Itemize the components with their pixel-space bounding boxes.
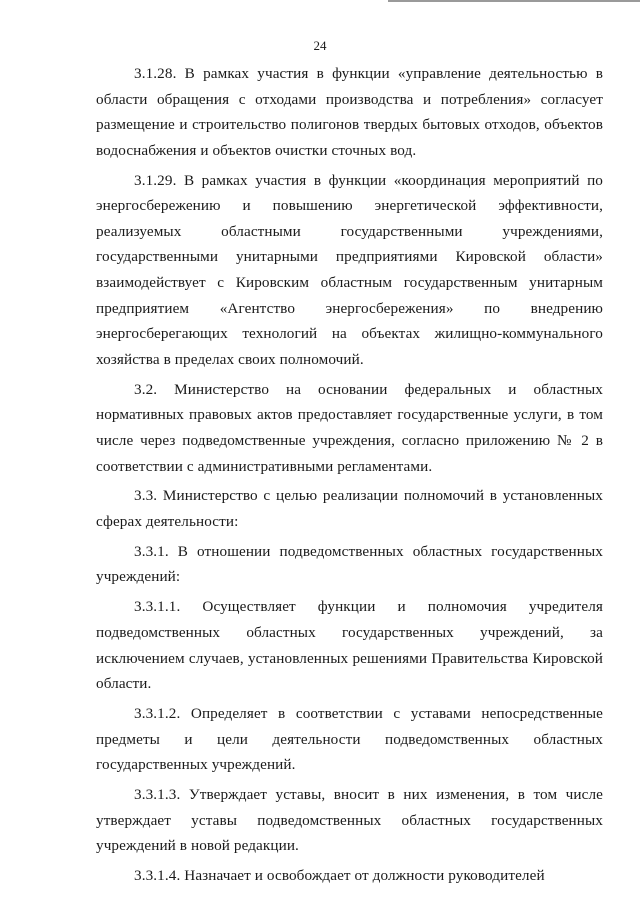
document-body [96,61,603,893]
paragraph-3-3-1-1: 3.3.1.1. Осуществляет функции и полномочия учредителя подведомственных областных государственных учреждений, за исключением случаев, установленных решениями Правительства Кировской области. [96,598,603,693]
paragraph-3-3-1-4: 3.3.1.4. Назначает и освобождает от должности руководителей [134,867,545,885]
paragraph-3-3-1-3: 3.3.1.3. Утверждает уставы, вносит в них изменения, в том числе утверждает уставы подведомственных областных государственных учреждений в новой редакции. [96,786,603,855]
top-edge-rule [388,0,640,2]
paragraph-3-3: 3.3. Министерство с целью реализации полномочий в установленных сферах деятельности: [96,487,603,530]
paragraph-3-1-29: 3.1.29. В рамках участия в функции «координация мероприятий по энергосбережению и повышению энергетической эффективности, реализуемых областными государственными учреждениями, государственными унитарными предприятиями Кировской области» взаимодействует с Кировским областным государственным унитарным предприятием «Агентство энергосбережения» по внедрению энергосберегающих технологий на объектах жилищно-коммунального хозяйства в пределах своих полномочий. [96,171,603,368]
paragraph-3-3-1: 3.3.1. В отношении подведомственных областных государственных учреждений: [96,542,603,586]
paragraph-3-1-28: 3.1.28. В рамках участия в функции «управление деятельностью в области обращения с отходами производства и потребления» согласует размещение и строительство полигонов твердых бытовых отходов, объектов водоснабжения и объектов очистки сточных вод. [96,65,603,159]
paragraph-3-2: 3.2. Министерство на основании федеральных и областных нормативных правовых актов предоставляет государственные услуги, в том числе через подведомственные учреждения, согласно приложению № 2 в соответствии с административными регламентами. [96,380,603,475]
page-number: 24 [313,38,327,53]
paragraph-3-3-1-2: 3.3.1.2. Определяет в соответствии с уставами непосредственные предметы и цели деятельности подведомственных областных государственных учреждений. [96,705,603,774]
